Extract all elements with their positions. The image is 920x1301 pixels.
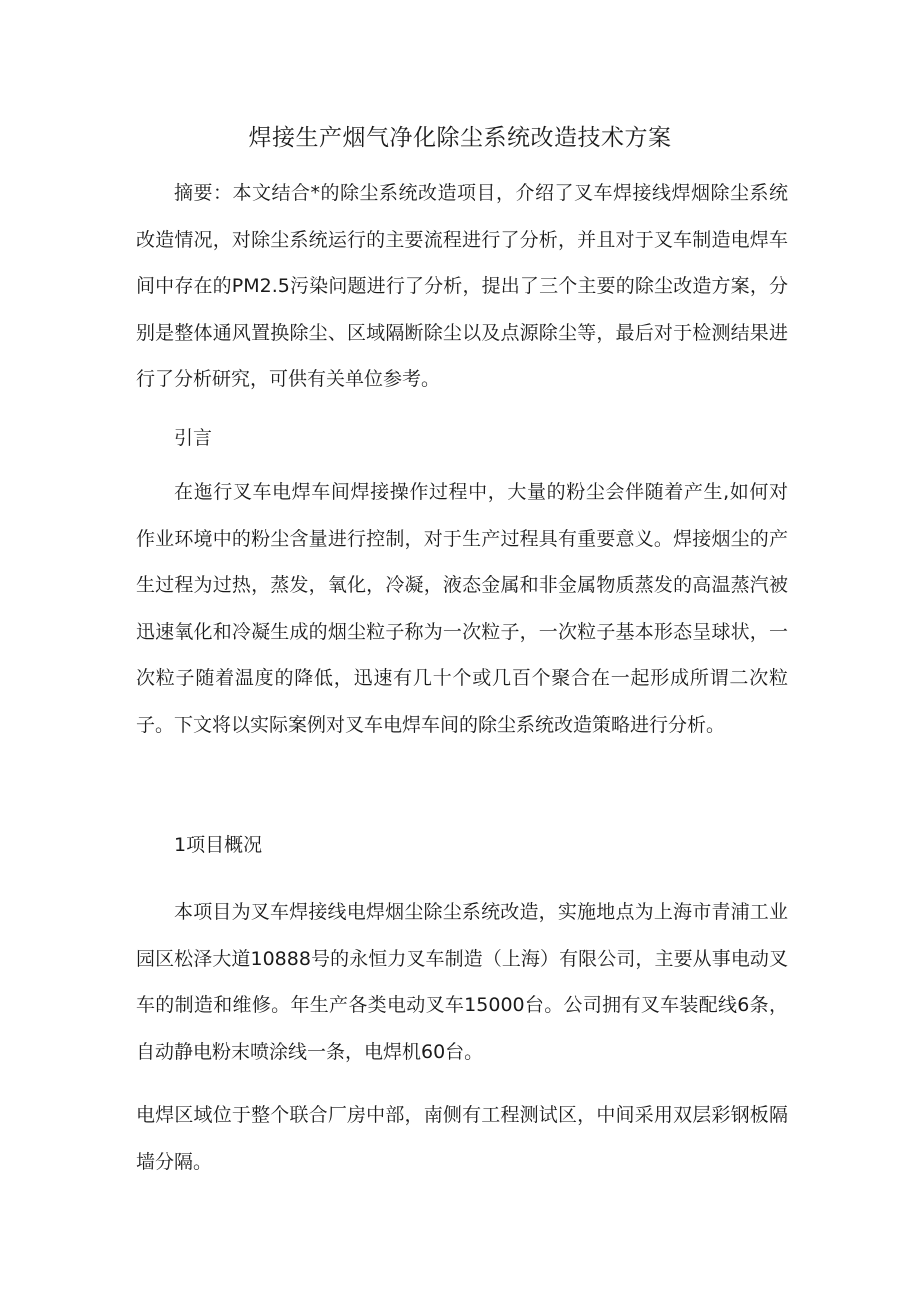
section-1-paragraph: 本项目为叉车焊接线电焊烟尘除尘系统改造，实施地点为上海市青浦工业园区松泽大道10888号的永恒力叉车制造（上海）有限公司，主要从事电动叉车的制造和维修。年生产各类电动叉车15000台。公司拥有叉车装配线6条，自动静电粉末喷涂线一条，电焊机60台。 (136, 901, 788, 1063)
welding-area-paragraph: 电焊区域位于整个联合厂房中部，南侧有工程测试区，中间采用双层彩钢板隔墙分隔。 (136, 1104, 788, 1173)
document-title: 焊接生产烟气净化除尘系统改造技术方案 (248, 125, 672, 151)
intro-heading: 引言 (174, 427, 213, 449)
intro-paragraph: 在迤行叉车电焊车间焊接操作过程中，大量的粉尘会伴随着产生,如何对作业环境中的粉尘含量进行控制，对于生产过程具有重要意义。焊接烟尘的产生过程为过热，蒸发，氧化，冷凝，液态金属和非金属物质蒸发的高温蒸汽被迅速氧化和冷凝生成的烟尘粒子称为一次粒子，一次粒子基本形态呈球状，一次粒子随着温度的降低，迅速有几十个或几百个聚合在一起形成所谓二次粒子。下文将以实际案例对叉车电焊车间的除尘系统改造策略进行分析。 (136, 481, 788, 736)
section-1-heading: 1项目概况 (174, 834, 263, 856)
abstract-paragraph: 摘要：本文结合*的除尘系统改造项目，介绍了叉车焊接线焊烟除尘系统改造情况，对除尘系统运行的主要流程进行了分析，并且对于叉车制造电焊车间中存在的PM2.5污染问题进行了分析，提出了三个主要的除尘改造方案，分别是整体通风置换除尘、区域隔断除尘以及点源除尘等，最后对于检测结果进行了分析研究，可供有关单位参考。 (136, 182, 788, 390)
